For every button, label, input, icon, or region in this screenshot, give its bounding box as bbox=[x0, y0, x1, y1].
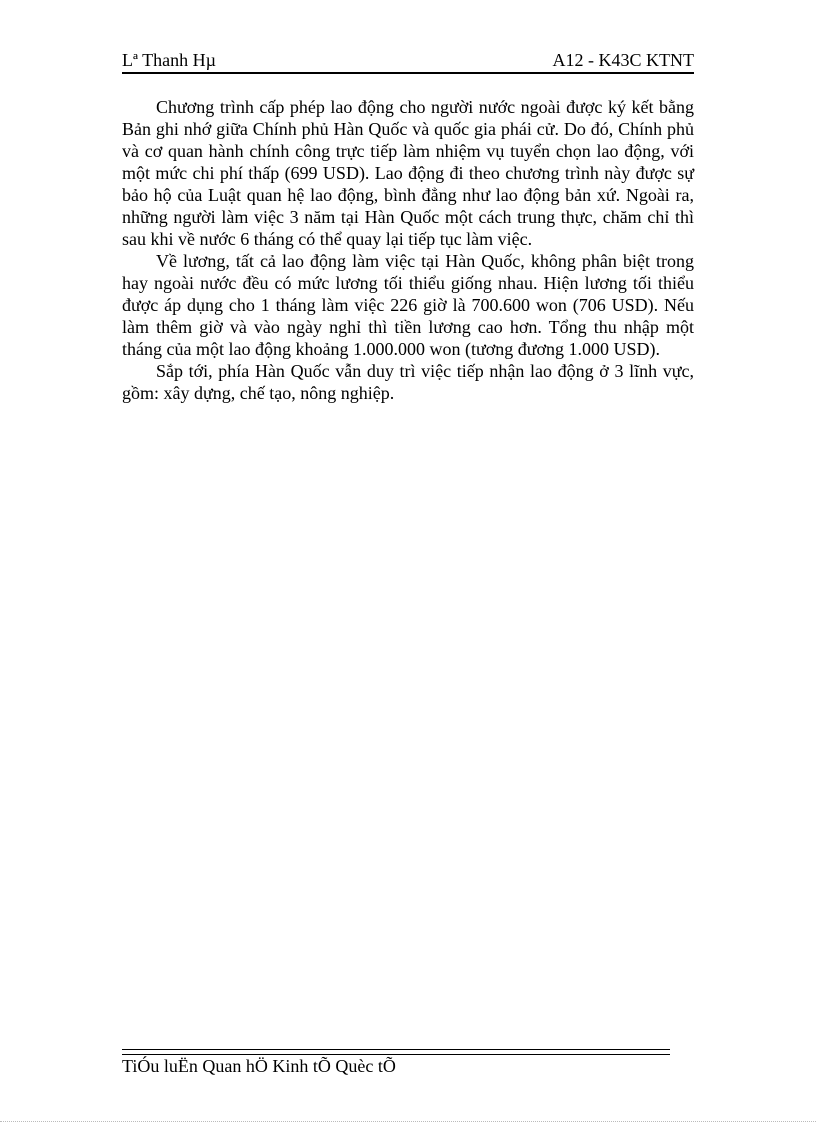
paragraph-2: Về lương, tất cả lao động làm việc tại Hàn Quốc, không phân biệt trong hay ngoài nước đều có mức lương tối thiểu giống nhau. Hiện lương tối thiểu được áp dụng cho 1 tháng làm việc 226 giờ là 700.600 won (706 USD). Nếu làm thêm giờ và vào ngày nghỉ thì tiền lương cao hơn. Tổng thu nhập một tháng của một lao động khoảng 1.000.000 won (tương đương 1.000 USD). bbox=[122, 251, 694, 359]
page-header bbox=[122, 50, 694, 74]
paragraph-3: Sắp tới, phía Hàn Quốc vẫn duy trì việc tiếp nhận lao động ở 3 lĩnh vực, gồm: xây dựng, chế tạo, nông nghiệp. bbox=[122, 361, 694, 403]
document-body bbox=[122, 96, 694, 404]
page-bottom-edge bbox=[0, 1121, 816, 1122]
header-class-code: A12 - K43C KTNT bbox=[552, 50, 694, 70]
footer-rule bbox=[122, 1049, 670, 1055]
header-author: Lª Thanh Hµ bbox=[122, 50, 216, 70]
paragraph-1: Chương trình cấp phép lao động cho người nước ngoài được ký kết bằng Bản ghi nhớ giữa Chính phủ Hàn Quốc và quốc gia phái cử. Do đó, Chính phủ và cơ quan hành chính công trực tiếp làm nhiệm vụ tuyển chọn lao động, với một mức chi phí thấp (699 USD). Lao động đi theo chương trình này được sự bảo hộ của Luật quan hệ lao động, bình đẳng như lao động bản xứ. Ngoài ra, những người làm việc 3 năm tại Hàn Quốc một cách trung thực, chăm chỉ thì sau khi về nước 6 tháng có thể quay lại tiếp tục làm việc. bbox=[122, 97, 694, 249]
footer-title: TiÓu luËn Quan hÖ Kinh tÕ Quèc tÕ bbox=[122, 1056, 396, 1076]
